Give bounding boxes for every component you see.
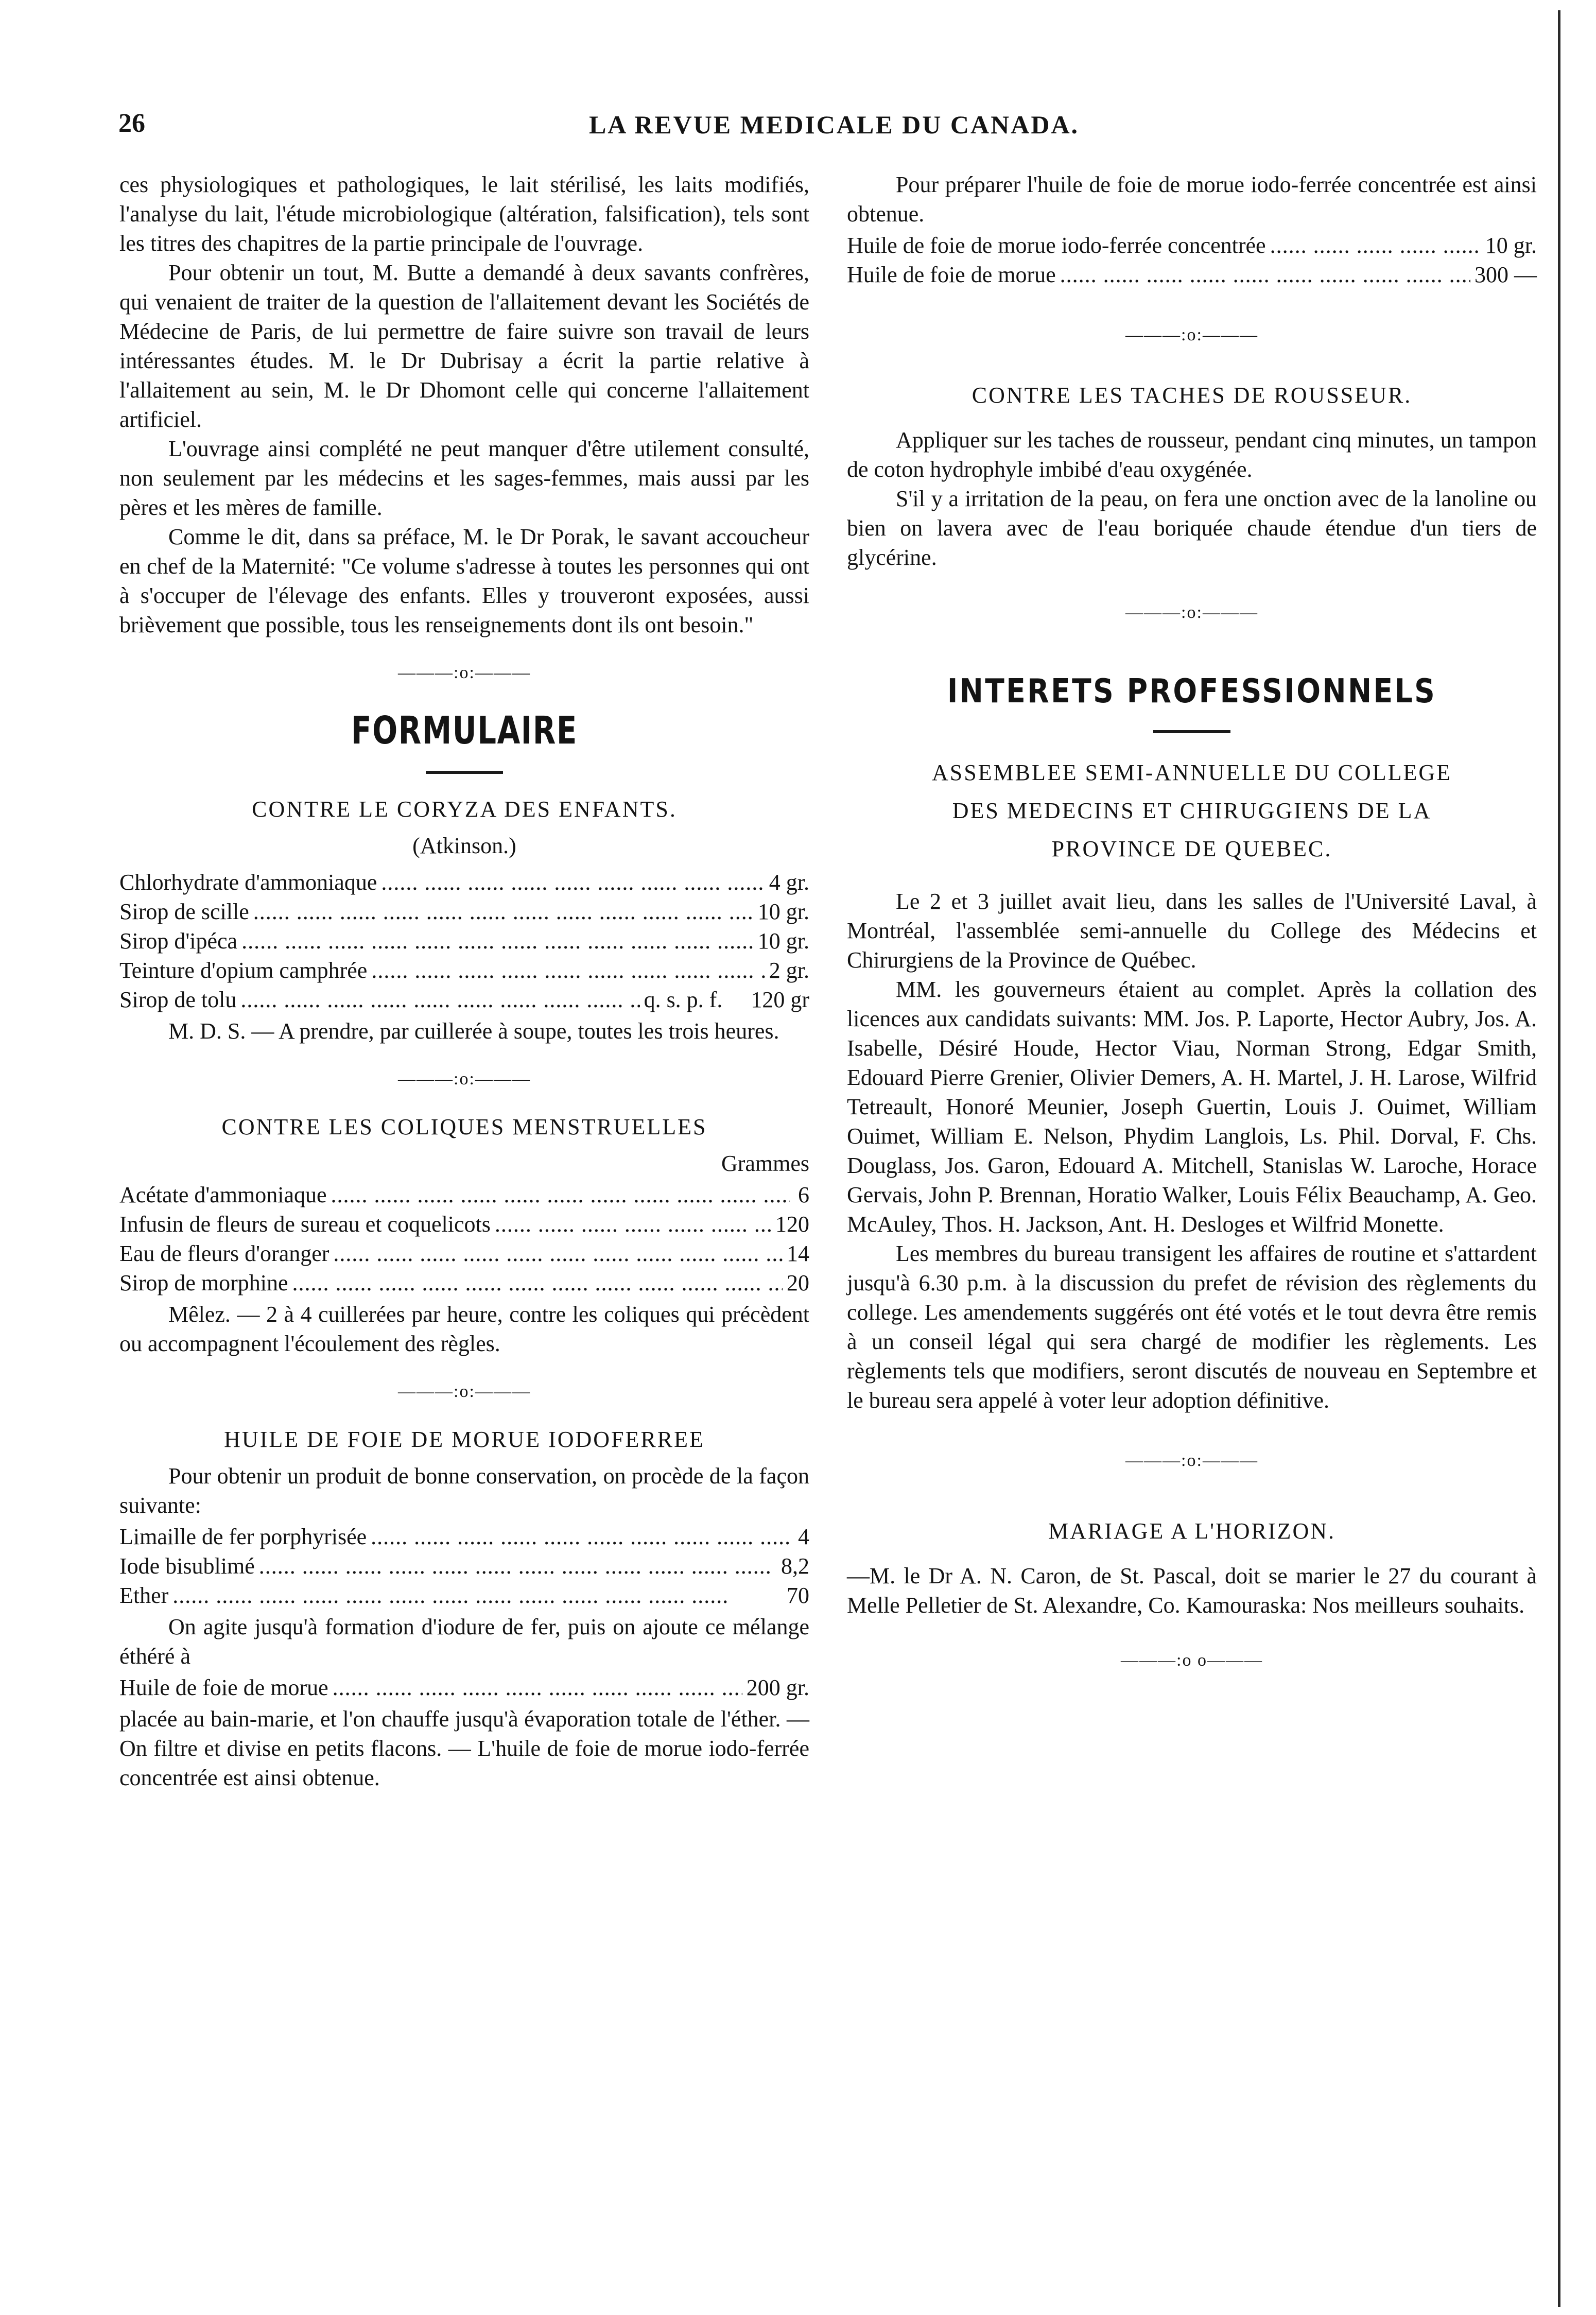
recipe-row: Huile de foie de morue ..... 200 gr. <box>119 1673 809 1702</box>
page-number: 26 <box>118 109 145 138</box>
huile-end: placée au bain-marie, et l'on chauffe jusqu'à évaporation totale de l'éther. — On filtre et divise en petits flacons. — L'huile de foie de morue iodo-ferrée concentrée est ainsi obtenue. <box>119 1706 809 1790</box>
coliques-note: Mêlez. — 2 à 4 cuillerées par heure, contre les coliques qui précèdent ou accompagnent l'écoulement des règles. <box>119 1302 809 1356</box>
assemblee-heading-line-1: ASSEMBLEE SEMI-ANNUELLE DU COLLEGE <box>931 760 1452 785</box>
assemblee-heading-line-3: PROVINCE DE QUEBEC. <box>1051 836 1332 861</box>
right-column <box>847 170 1537 1701</box>
heading-rule <box>426 771 503 774</box>
huile-heading: HUILE DE FOIE DE MORUE IODOFERREE <box>224 1427 705 1452</box>
taches-paragraph-1: Appliquer sur les taches de rousseur, pendant cinq minutes, un tampon de coton hydrophyle imbibé d'eau oxygénée. <box>847 427 1537 482</box>
section-separator: ———:o:——— <box>398 663 531 682</box>
section-separator: ———:o:——— <box>1125 325 1258 344</box>
section-separator: ———:o:——— <box>398 1382 531 1401</box>
left-column <box>119 170 809 1792</box>
review-paragraph-4: Comme le dit, dans sa préface, M. le Dr Porak, le savant accoucheur en chef de la Maternité: "Ce volume s'adresse à toutes les personnes qui ont à s'occuper de l'élevage des enfants. Elles y trouveront exposées, aussi brièvement que possible, tous les renseignements dont ils ont besoin." <box>119 524 809 637</box>
recipe-row: Acétate d'ammoniaque ..... 6 <box>119 1180 809 1210</box>
page-edge-rule <box>1558 10 1560 2307</box>
taches-heading: CONTRE LES TACHES DE ROUSSEUR. <box>972 383 1412 408</box>
assemblee-paragraph-3: Les membres du bureau transigent les affaires de routine et s'attardent jusqu'à 6.30 p.m. à la discussion du prefet de révision des règlements du college. Les amendements suggérés ont été votés et le tout devra être remis à un conseil légal qui sera chargé de modifier les règlements. Les règlements tels que modifiers, seront discutés de nouveau en Septembre et le bureau sera appelé à voter leur adoption définitive. <box>847 1241 1537 1413</box>
recipe-row: Sirop d'ipéca ..... 10 gr. <box>119 926 809 956</box>
formulaire-heading: FORMULAIRE <box>351 709 578 753</box>
review-paragraph-1: ces physiologiques et pathologiques, le lait stérilisé, les laits modifiés, l'analyse du lait, l'étude microbiologique (altération, falsification), tels sont les titres des chapitres de la partie principale de l'ouvrage. <box>119 172 809 256</box>
section-separator: ———:o:——— <box>398 1069 531 1089</box>
recipe-row: Sirop de tolu ..... q. s. p. f. 120 gr <box>119 985 809 1014</box>
coryza-heading: CONTRE LE CORYZA DES ENFANTS. <box>252 797 677 822</box>
running-head: LA REVUE MEDICALE DU CANADA. <box>588 110 1080 139</box>
recipe-row: Sirop de scille ..... 10 gr. <box>119 897 809 926</box>
recipe-row: Sirop de morphine ..... 20 <box>119 1268 809 1298</box>
recipe-row: Eau de fleurs d'oranger ..... 14 <box>119 1239 809 1268</box>
recipe-row: Huile de foie de morue iodo-ferrée concentrée ..... 10 gr. <box>847 231 1537 260</box>
recipe-row: Infusin de fleurs de sureau et coquelicots ..... 120 <box>119 1210 809 1239</box>
grammes-label: Grammes <box>721 1151 809 1176</box>
recipe-row: Ether ..... 70 <box>119 1581 809 1610</box>
recipe-row: Iode bisublimé ..... 8,2 <box>119 1551 809 1581</box>
huile-recipe <box>119 1522 809 1610</box>
interets-heading: INTERETS PROFESSIONNELS <box>947 672 1437 711</box>
huile-oil-row <box>119 1673 809 1702</box>
prep-recipe <box>847 231 1537 289</box>
prep-intro: Pour préparer l'huile de foie de morue iodo-ferrée concentrée est ainsi obtenue. <box>847 172 1537 227</box>
recipe-row: Chlorhydrate d'ammoniaque ..... 4 gr. <box>119 868 809 897</box>
review-paragraph-2: Pour obtenir un tout, M. Butte a demandé à deux savants confrères, qui venaient de traiter de la question de l'allaitement devant les Sociétés de Médecine de Paris, de lui permettre de faire suivre son travail de leurs intéressantes études. M. le Dr Dubrisay a écrit la partie relative à l'allaitement au sein, M. le Dr Dhomont celle qui concerne l'allaitement artificiel. <box>119 260 809 432</box>
section-separator: ———:o:——— <box>1125 1451 1258 1470</box>
assemblee-paragraph-1: Le 2 et 3 juillet avait lieu, dans les salles de l'Université Laval, à Montréal, l'assemblée semi-annuelle du College des Médecins et Chirurgiens de la Province de Québec. <box>847 889 1537 973</box>
assemblee-paragraph-2: MM. les gouverneurs étaient au complet. Après la collation des licences aux candidats suivants: MM. Jos. P. Laporte, Hector Aubry, Jos. A. Isabelle, Désiré Houde, Hector Viau, Norman Strong, Edgar Smith, Edouard Pierre Grenier, Olivier Demers, A. H. Martel, J. H. Larose, Wilfrid Tetreault, Honoré Meunier, Joseph Guertin, Louis J. Ouimet, William Ouimet, William E. Nelson, Phydim Langlois, Ls. Phil. Dorval, F. Chs. Douglass, Jos. Garon, Edouard A. Mitchell, Stanislas W. Laroche, Horace Gervais, John P. Brennan, Horatio Walker, Louis Félix Beauchamp, A. Geo. McAuley, Thos. H. Jackson, Ant. H. Desloges et Wilfrid Monette. <box>847 977 1537 1237</box>
coliques-recipe <box>119 1180 809 1298</box>
taches-paragraph-2: S'il y a irritation de la peau, on fera une onction avec de la lanoline ou bien on lavera avec de l'eau boriquée chaude étendue d'un tiers de glycérine. <box>847 486 1537 570</box>
huile-intro: Pour obtenir un produit de bonne conservation, on procède de la façon suivante: <box>119 1463 809 1518</box>
mariage-paragraph: —M. le Dr A. N. Caron, de St. Pascal, doit se marier le 27 du courant à Melle Pelletier de St. Alexandre, Co. Kamouraska: Nos meilleurs souhaits. <box>847 1563 1537 1618</box>
recipe-row: Limaille de fer porphyrisée ..... 4 <box>119 1522 809 1551</box>
assemblee-heading <box>847 754 1537 868</box>
review-paragraph-3: L'ouvrage ainsi complété ne peut manquer d'être utilement consulté, non seulement par les médecins et les sages-femmes, mais aussi par les pères et les mères de famille. <box>119 436 809 520</box>
huile-mid: On agite jusqu'à formation d'iodure de fer, puis on ajoute ce mélange éthéré à <box>119 1614 809 1669</box>
heading-rule <box>1153 730 1230 733</box>
coliques-heading: CONTRE LES COLIQUES MENSTRUELLES <box>221 1114 707 1139</box>
coryza-note: M. D. S. — A prendre, par cuillerée à soupe, toutes les trois heures. <box>168 1018 779 1044</box>
assemblee-heading-line-2: DES MEDECINS ET CHIRUGGIENS DE LA <box>952 798 1432 823</box>
section-separator: ———:o:——— <box>1125 603 1258 622</box>
mariage-heading: MARIAGE A L'HORIZON. <box>1048 1518 1336 1544</box>
recipe-row: Teinture d'opium camphrée ..... 2 gr. <box>119 956 809 985</box>
coryza-author: (Atkinson.) <box>412 833 516 858</box>
end-separator: ———:o o——— <box>1121 1651 1263 1670</box>
coryza-recipe <box>119 868 809 1014</box>
recipe-row: Huile de foie de morue ..... 300 — <box>847 260 1537 289</box>
